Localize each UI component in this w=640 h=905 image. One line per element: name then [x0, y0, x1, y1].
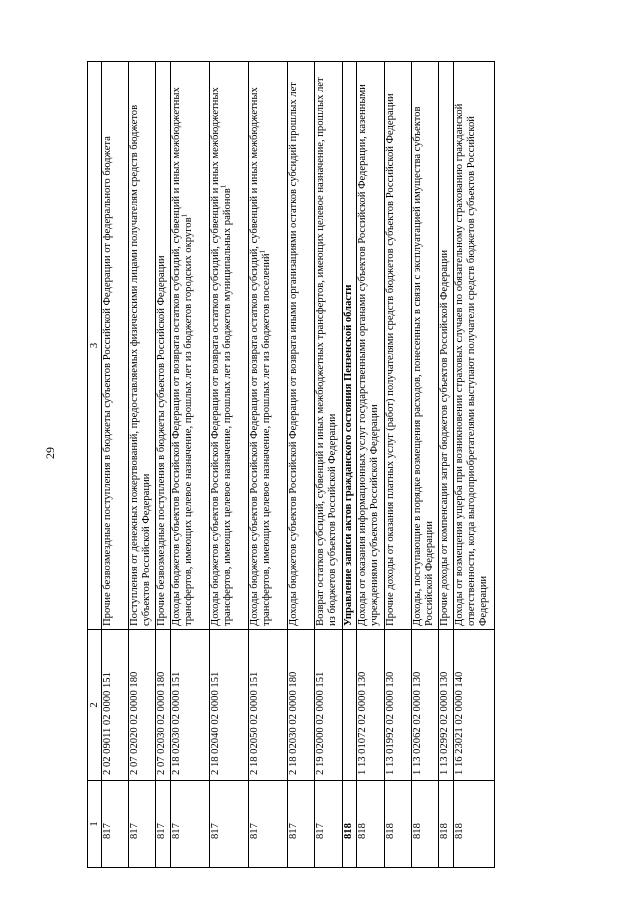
- revenue-name-text: Прочие доходы от оказания платных услуг (работ) получателями средств бюджетов субъектов Российской Федерации: [385, 93, 396, 626]
- revenue-code-cell: [343, 630, 357, 781]
- revenue-name-cell: [129, 62, 156, 630]
- revenue-name-cell: [454, 62, 495, 630]
- revenue-code-cell: 1 13 01072 02 0000 130: [357, 630, 385, 781]
- revenue-code-cell: 1 13 02062 02 0000 130: [412, 630, 439, 781]
- revenue-code-cell: 2 18 02040 02 0000 151: [210, 630, 249, 781]
- revenue-name-text: Прочие безвозмездные поступления в бюджеты субъектов Российской Федерации от федерального бюджета: [102, 136, 113, 626]
- admin-code-cell: 817: [102, 781, 129, 868]
- table-header-row: [88, 62, 102, 868]
- table-row: [102, 62, 129, 868]
- table-row: [249, 62, 288, 868]
- admin-code-cell: 817: [288, 781, 315, 868]
- revenue-code-cell: 2 18 02030 02 0000 180: [288, 630, 315, 781]
- admin-code-cell: 818: [439, 781, 454, 868]
- rotated-table-container: [87, 62, 547, 868]
- revenue-code-cell: 2 07 02020 02 0000 180: [129, 630, 156, 781]
- admin-code-cell: 818: [412, 781, 439, 868]
- revenue-code-cell: 2 19 02000 02 0000 151: [315, 630, 343, 781]
- admin-code-cell: 818: [385, 781, 412, 868]
- revenue-code-cell: 2 18 02050 02 0000 151: [249, 630, 288, 781]
- table-row: [454, 62, 495, 868]
- table-row: [412, 62, 439, 868]
- table-row: [129, 62, 156, 868]
- table-row: [357, 62, 385, 868]
- revenue-name-text: Доходы от возмещения ущерба при возникновении страховых случаев по обязательному страхованию гражданской ответственности, когда выгодоприобретателями выступают получатели средств бюджетов субъектов Российской Федерации: [454, 103, 490, 626]
- revenue-name-text: Прочие безвозмездные поступления в бюджеты субъектов Российской Федерации: [156, 255, 167, 626]
- admin-code-cell: 817: [129, 781, 156, 868]
- revenue-codes-table: [87, 61, 495, 868]
- page-number: 29: [43, 447, 57, 459]
- revenue-name-cell: [315, 62, 343, 630]
- table-row: [343, 62, 357, 868]
- revenue-name-text: Доходы бюджетов субъектов Российской Федерации от возврата остатков субсидий, субвенций и иных межбюджетных трансфертов, имеющих целевое назначение, прошлых лет из бюджетов городских округов: [171, 87, 195, 626]
- revenue-name-cell: [385, 62, 412, 630]
- revenue-name-text: Доходы от оказания информационных услуг государственными органами субъектов Российской Федерации, казенными учреждениями субъектов Российской Федерации: [357, 84, 381, 626]
- header-col-3: 3: [88, 62, 102, 630]
- table-row: [210, 62, 249, 868]
- revenue-name-cell: [210, 62, 249, 630]
- admin-code-cell: 818: [357, 781, 385, 868]
- table-row: [315, 62, 343, 868]
- revenue-name-text: Возврат остатков субсидий, субвенций и иных межбюджетных трансфертов, имеющих целевое назначение, прошлых лет из бюджетов субъектов Российской Федерации: [315, 77, 339, 626]
- revenue-name-cell: [171, 62, 210, 630]
- revenue-code-cell: 2 07 02030 02 0000 180: [156, 630, 171, 781]
- revenue-code-cell: 2 18 02030 02 0000 151: [171, 630, 210, 781]
- admin-code-cell: 817: [249, 781, 288, 868]
- admin-code-cell: 817: [210, 781, 249, 868]
- table-row: [385, 62, 412, 868]
- revenue-name-cell: [412, 62, 439, 630]
- revenue-code-cell: 2 02 09011 02 0000 151: [102, 630, 129, 781]
- admin-code-cell: 818: [343, 781, 357, 868]
- revenue-code-cell: 1 16 23021 02 0000 140: [454, 630, 495, 781]
- footnote-marker: 1: [219, 184, 228, 189]
- admin-code-cell: 817: [315, 781, 343, 868]
- table-row: [171, 62, 210, 868]
- revenue-name-text: Доходы бюджетов субъектов Российской Федерации от возврата остатков субсидий, субвенций и иных межбюджетных трансфертов, имеющих целевое назначение, прошлых лет из бюджетов поселений: [249, 87, 273, 626]
- revenue-name-cell: [249, 62, 288, 630]
- admin-code-cell: 817: [171, 781, 210, 868]
- table-row: [156, 62, 171, 868]
- footnote-marker: 1: [180, 213, 189, 218]
- revenue-code-cell: 1 13 02992 02 0000 130: [439, 630, 454, 781]
- revenue-name-cell: [288, 62, 315, 630]
- table-row: [439, 62, 454, 868]
- header-col-1: 1: [88, 781, 102, 868]
- revenue-code-cell: 1 13 01992 02 0000 130: [385, 630, 412, 781]
- revenue-name-cell: [343, 62, 357, 630]
- revenue-name-cell: [102, 62, 129, 630]
- revenue-name-text: Доходы бюджетов субъектов Российской Федерации от возврата иными организациями остатков субсидий прошлых лет: [288, 82, 299, 626]
- header-col-2: 2: [88, 630, 102, 781]
- revenue-name-text: Поступления от денежных пожертвований, предоставляемых физическими лицами получателям средств бюджетов субъектов Российской Федерации: [129, 104, 153, 626]
- revenue-name-text: Доходы бюджетов субъектов Российской Федерации от возврата остатков субсидий, субвенций и иных межбюджетных трансфертов, имеющих целевое назначение, прошлых лет из бюджетов муниципальных районов: [210, 87, 234, 626]
- footnote-marker: 1: [258, 249, 267, 254]
- revenue-name-cell: [357, 62, 385, 630]
- table-row: [288, 62, 315, 868]
- revenue-name-text: Доходы, поступающие в порядке возмещения расходов, понесенных в связи с эксплуатацией имущества субъектов Российской Федерации: [412, 106, 436, 626]
- revenue-name-cell: [156, 62, 171, 630]
- revenue-name-cell: [439, 62, 454, 630]
- revenue-name-text: Прочие доходы от компенсации затрат бюджетов субъектов Российской Федерации: [439, 249, 450, 626]
- admin-code-cell: 817: [156, 781, 171, 868]
- admin-code-cell: 818: [454, 781, 495, 868]
- revenue-name-text: Управление записи актов гражданского состояния Пензенской области: [343, 284, 354, 626]
